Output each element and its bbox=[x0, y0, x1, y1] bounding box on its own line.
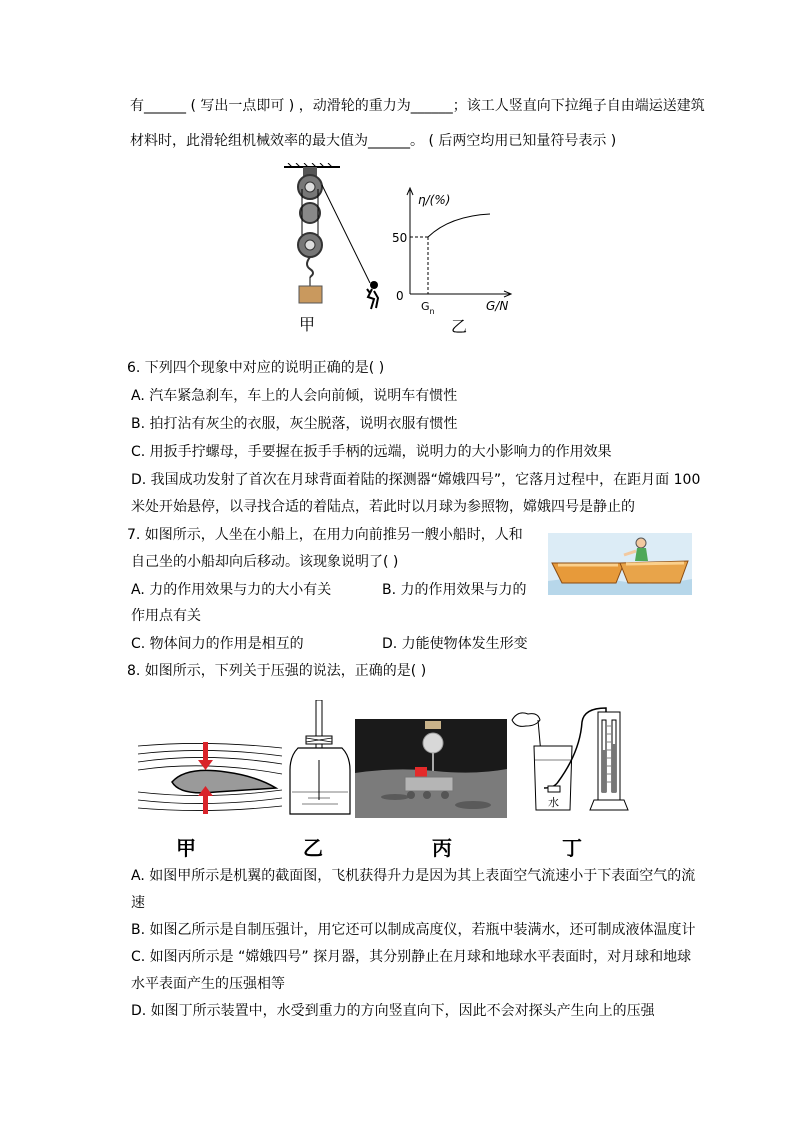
q8-option-b: B. 如图乙所示是自制压强计，用它还可以制成高度仪，若瓶中装满水，还可制成液体温度计 bbox=[131, 922, 696, 938]
stand-base bbox=[590, 800, 628, 810]
q7-stem-line-2: 自己坐的小船却向后移动。该现象说明了( ) bbox=[131, 554, 399, 570]
q8-option-a-line-2: 速 bbox=[131, 895, 145, 911]
q6-option-a: A. 汽车紧急刹车，车上的人会向前倾，说明车有惯性 bbox=[131, 388, 458, 404]
q5-text-line-2: 材料时，此滑轮组机械效率的最大值为______。 ( 后两空均用已知量符号表示 ) bbox=[130, 133, 617, 149]
fig-caption-ding: 丁 bbox=[562, 836, 582, 860]
load-block bbox=[299, 286, 322, 303]
u-tube-board bbox=[598, 712, 620, 800]
water-label: 水 bbox=[548, 796, 559, 809]
x-axis-label: G/N bbox=[486, 299, 509, 313]
q7-option-a: A. 力的作用效果与力的大小有关 bbox=[131, 582, 332, 598]
q8-option-c-line-2: 水平表面产生的压强相等 bbox=[131, 976, 285, 992]
q8-stem: 8. 如图所示，下列关于压强的说法，正确的是( ) bbox=[127, 663, 427, 679]
x-tick-gn: $G_n$ bbox=[421, 300, 435, 316]
antenna-dish bbox=[423, 733, 443, 753]
worker-figure bbox=[367, 281, 378, 309]
q8-option-c-line-1: C. 如图丙所示是 “嫦娥四号” 探月器，其分别静止在月球和地球水平表面时，对月球和地球 bbox=[131, 949, 692, 965]
q7-option-d: D. 力能使物体发生形变 bbox=[382, 636, 528, 652]
q8-option-d: D. 如图丁所示装置中，水受到重力的方向竖直向下，因此不会对探头产生向上的压强 bbox=[131, 1003, 655, 1019]
y-axis-label: η/(%) bbox=[418, 193, 451, 207]
bottle-barometer-figure bbox=[288, 700, 354, 818]
pulley-system-figure bbox=[280, 163, 390, 343]
boats-figure bbox=[548, 533, 692, 595]
ceiling-hatch bbox=[284, 163, 340, 167]
q6-stem: 6. 下列四个现象中对应的说明正确的是( ) bbox=[127, 360, 385, 376]
q7-option-b-line-2: 作用点有关 bbox=[131, 608, 201, 624]
q6-option-c: C. 用扳手拧螺母，手要握在扳手手柄的远端，说明力的大小影响力的作用效果 bbox=[131, 444, 612, 460]
wing-airflow-figure bbox=[136, 738, 284, 816]
lunar-lander-photo bbox=[355, 719, 507, 818]
pressure-gauge-figure bbox=[510, 702, 630, 812]
upward-arrow bbox=[203, 794, 208, 814]
hand-holding-probe bbox=[512, 713, 540, 727]
wing-cross-section bbox=[172, 770, 276, 793]
graph-caption-yi: 乙 bbox=[451, 317, 468, 336]
q7-stem-line-1: 7. 如图所示，人坐在小船上，在用力向前推另一艘小船时，人和 bbox=[127, 527, 523, 543]
q6-option-d-line-2: 米处开始悬停，以寻找合适的着陆点，若此时以月球为参照物，嫦娥四号是静止的 bbox=[131, 499, 635, 515]
red-panel bbox=[415, 767, 427, 777]
pulley-caption-jia: 甲 bbox=[299, 315, 316, 334]
q6-option-d-line-1: D. 我国成功发射了首次在月球背面着陆的探测器“嫦娥四号”，它落月过程中，在距月面 100 bbox=[131, 472, 701, 488]
origin-label: 0 bbox=[396, 289, 404, 303]
downward-arrow bbox=[203, 742, 208, 762]
efficiency-graph bbox=[390, 184, 520, 324]
q7-option-b-line-1: B. 力的作用效果与力的 bbox=[382, 582, 527, 598]
rover-body bbox=[405, 777, 453, 791]
fig-caption-yi: 乙 bbox=[303, 836, 323, 860]
probe bbox=[548, 786, 560, 792]
person-head bbox=[636, 538, 646, 548]
efficiency-curve bbox=[428, 214, 490, 237]
y-tick-50: 50 bbox=[392, 231, 408, 245]
fig-caption-jia: 甲 bbox=[176, 836, 196, 860]
q5-text-line-1: 有______ ( 写出一点即可 ) ，动滑轮的重力为______；该工人竖直向下拉绳子自由端运送建筑 bbox=[130, 98, 705, 114]
q7-option-c: C. 物体间力的作用是相互的 bbox=[131, 636, 304, 652]
q6-option-b: B. 拍打沾有灰尘的衣服，灰尘脱落，说明衣服有惯性 bbox=[131, 416, 458, 432]
fig-caption-bing: 丙 bbox=[432, 836, 452, 860]
q8-option-a-line-1: A. 如图甲所示是机翼的截面图，飞机获得升力是因为其上表面空气流速小于下表面空气的流 bbox=[131, 868, 696, 884]
